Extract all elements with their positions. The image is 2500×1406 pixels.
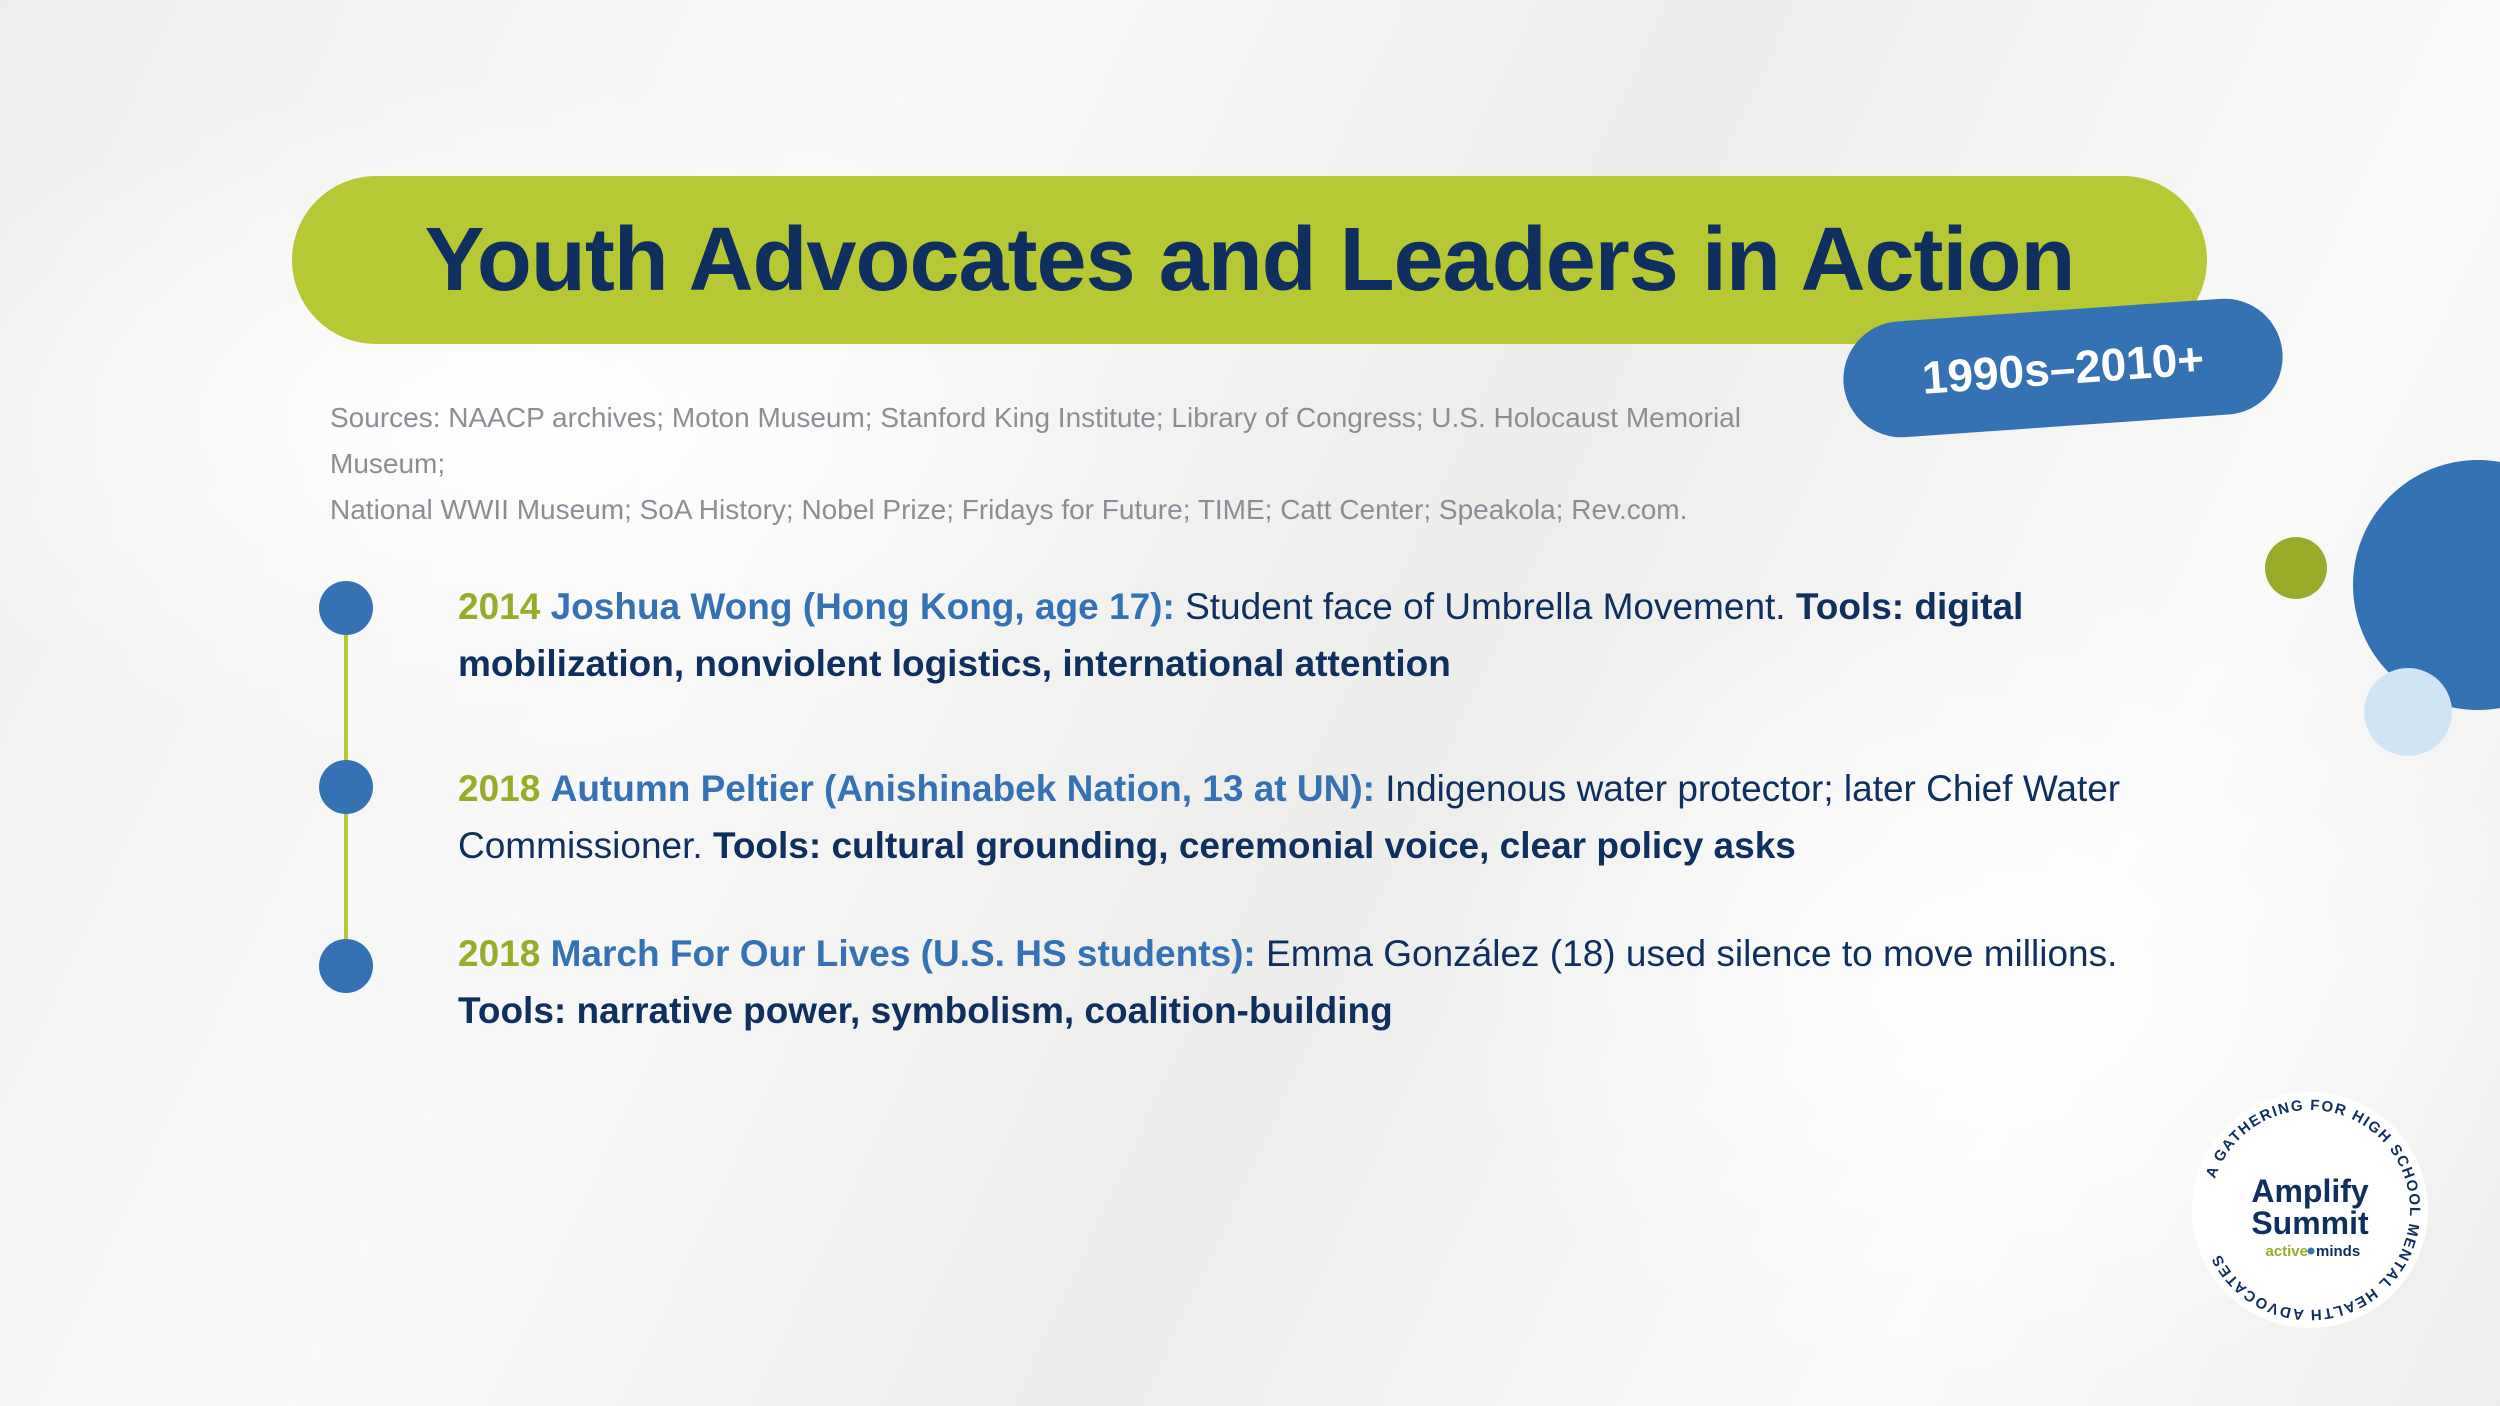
entry-tools: Tools: cultural grounding, ceremonial voice, clear policy asks (712, 825, 1796, 866)
entry-year: 2014 (458, 586, 541, 627)
sources-text (330, 395, 1830, 533)
timeline-entry-1 (458, 578, 2158, 692)
timeline-dot-2 (319, 760, 373, 814)
logo-summit: Summit (2251, 1205, 2369, 1241)
entry-description: Emma González (18) used silence to move millions. (1266, 933, 2118, 974)
logo-ring-text: A GATHERING FOR HIGH SCHOOL MENTAL HEALTH ADVOCATES (2202, 1096, 2424, 1324)
entry-description: Indigenous water protector; later Chief Water Commissioner. (458, 768, 2121, 866)
logo-amplify: Amplify (2251, 1173, 2369, 1209)
entry-name: Autumn Peltier (Anishinabek Nation, 13 at UN): (550, 768, 1375, 809)
decorative-circle-olive (2265, 537, 2327, 599)
timeline-entry-3 (458, 925, 2158, 1039)
logo-dot (2308, 1248, 2315, 1255)
entry-year: 2018 (458, 768, 541, 809)
title-banner (292, 176, 2207, 344)
page-title: Youth Advocates and Leaders in Action (424, 209, 2075, 310)
entry-name: March For Our Lives (U.S. HS students): (550, 933, 1256, 974)
sources-line-1: Sources: NAACP archives; Moton Museum; Stanford King Institute; Library of Congress; U.S. Holocaust Memorial Museum; (330, 402, 1741, 479)
logo-org-minds: minds (2316, 1243, 2361, 1260)
logo-org-active: active (2265, 1243, 2308, 1260)
entry-year: 2018 (458, 933, 541, 974)
entry-tools: Tools: narrative power, symbolism, coalition-building (458, 990, 1393, 1031)
timeline-entry-2 (458, 760, 2158, 874)
timeline-dot-3 (319, 939, 373, 993)
entry-name: Joshua Wong (Hong Kong, age 17): (550, 586, 1175, 627)
decorative-circle-light-blue (2364, 668, 2452, 756)
date-range-label: 1990s–2010+ (1920, 332, 2206, 404)
timeline-dot-1 (319, 581, 373, 635)
entry-tools: Tools: digital mobilization, nonviolent logistics, international attention (458, 586, 2024, 684)
entry-description: Student face of Umbrella Movement. (1185, 586, 1786, 627)
amplify-summit-logo (2190, 1090, 2430, 1330)
sources-line-2: National WWII Museum; SoA History; Nobel Prize; Fridays for Future; TIME; Catt Center; Speakola; Rev.com. (330, 494, 1688, 525)
